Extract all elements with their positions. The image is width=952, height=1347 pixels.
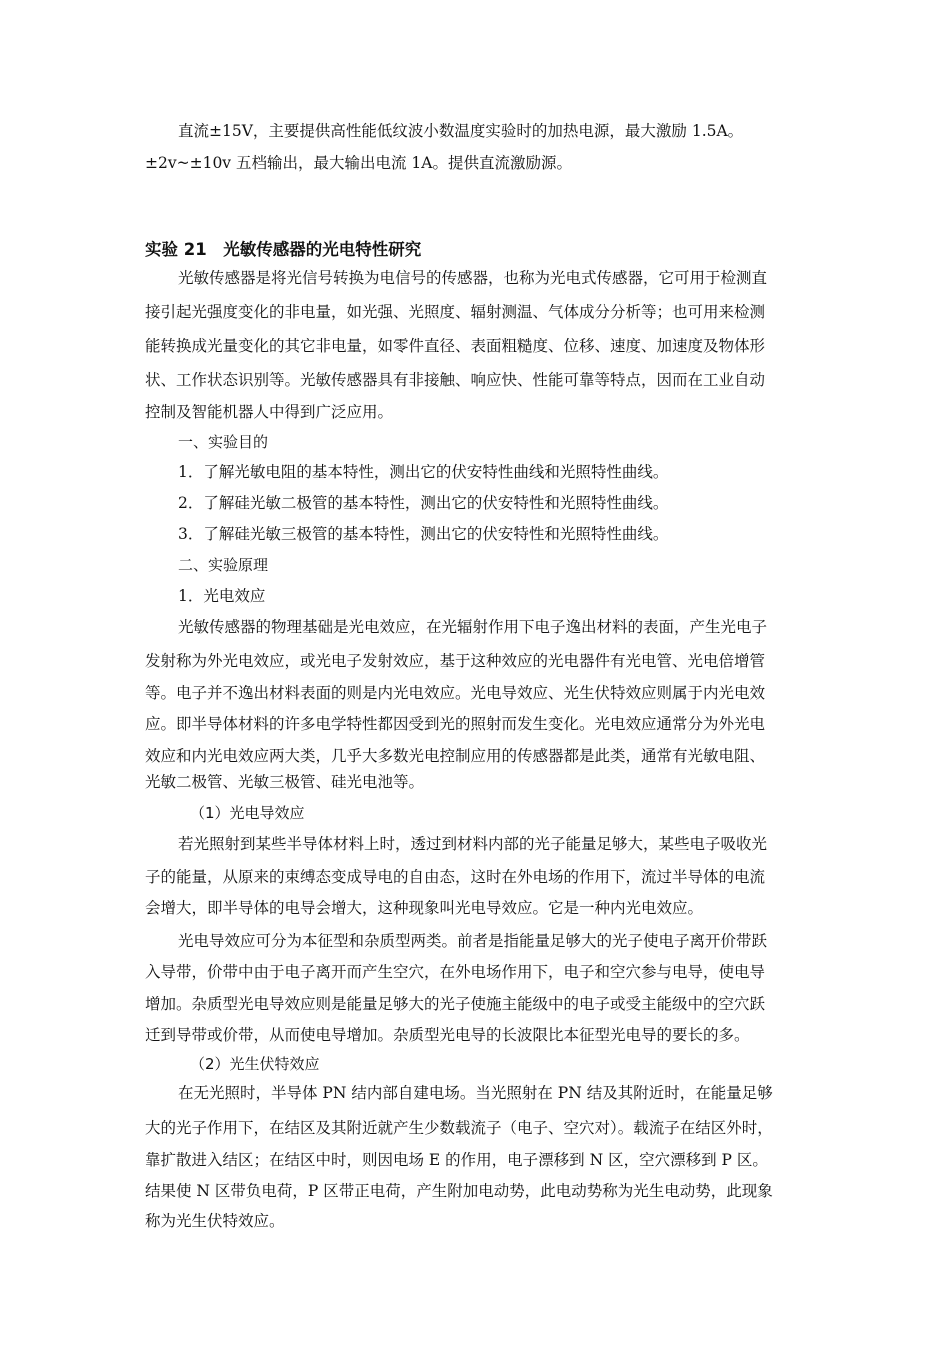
paragraph-line: 迁到导带或价带，从而使电导增加。杂质型光电导的长波限比本征型光电导的要长的多。	[145, 1026, 750, 1044]
intro-line: 控制及智能机器人中得到广泛应用。	[145, 403, 394, 421]
intro-line: 状、工作状态识别等。光敏传感器具有非接触、响应快、性能可靠等特点，因而在工业自动	[145, 371, 766, 389]
paragraph-line: 等。电子并不逸出材料表面的则是内光电效应。光电导效应、光生伏特效应则属于内光电效	[145, 684, 766, 702]
paragraph-line: 光敏二极管、光敏三极管、硅光电池等。	[145, 773, 425, 791]
paragraph-line: 大的光子作用下，在结区及其附近就产生少数载流子（电子、空穴对）。载流子在结区外时，	[145, 1119, 773, 1137]
paragraph-line: 应。即半导体材料的许多电学特性都因受到光的照射而发生变化。光电效应通常分为外光电	[145, 715, 766, 733]
intro-line: 接引起光强度变化的非电量，如光强、光照度、辐射测温、气体成分分析等；也可用来检测	[145, 303, 766, 321]
subsection-heading: （1）光电导效应	[190, 804, 305, 822]
purpose-item: 3．了解硅光敏三极管的基本特性，测出它的伏安特性和光照特性曲线。	[178, 525, 669, 543]
purpose-item: 2．了解硅光敏二极管的基本特性，测出它的伏安特性和光照特性曲线。	[178, 494, 669, 512]
experiment-title: 实验 21 光敏传感器的光电特性研究	[145, 240, 422, 259]
paragraph-line: 发射称为外光电效应，或光电子发射效应，基于这种效应的光电器件有光电管、光电倍增管	[145, 652, 766, 670]
paragraph-line: 光电导效应可分为本征型和杂质型两类。前者是指能量足够大的光子使电子离开价带跃	[178, 932, 768, 950]
paragraph-line: 会增大，即半导体的电导会增大，这种现象叫光电导效应。它是一种内光电效应。	[145, 899, 704, 917]
subsection-heading: （2）光生伏特效应	[190, 1055, 320, 1073]
section-heading-principle: 二、实验原理	[178, 556, 269, 574]
subsection-heading: 1．光电效应	[178, 587, 266, 605]
paragraph-line: 称为光生伏特效应。	[145, 1212, 285, 1230]
paragraph-line: 子的能量，从原来的束缚态变成导电的自由态，这时在外电场的作用下，流过半导体的电流	[145, 868, 766, 886]
purpose-item: 1．了解光敏电阻的基本特性，测出它的伏安特性曲线和光照特性曲线。	[178, 463, 669, 481]
paragraph-line: 效应和内光电效应两大类，几乎大多数光电控制应用的传感器都是此类，通常有光敏电阻、	[145, 747, 766, 765]
paragraph-line: 光敏传感器的物理基础是光电效应，在光辐射作用下电子逸出材料的表面，产生光电子	[178, 618, 768, 636]
paragraph-line: 结果使 N 区带负电荷，P 区带正电荷，产生附加电动势，此电动势称为光生电动势，此现象	[145, 1182, 773, 1200]
power-spec-line-1: 直流±15V，主要提供高性能低纹波小数温度实验时的加热电源，最大激励 1.5A。	[178, 122, 744, 140]
paragraph-line: 若光照射到某些半导体材料上时，透过到材料内部的光子能量足够大，某些电子吸收光	[178, 835, 768, 853]
section-heading-purpose: 一、实验目的	[178, 433, 269, 451]
paragraph-line: 靠扩散进入结区；在结区中时，则因电场 E 的作用，电子漂移到 N 区，空穴漂移到 P 区。	[145, 1151, 768, 1169]
intro-line: 能转换成光量变化的其它非电量，如零件直径、表面粗糙度、位移、速度、加速度及物体形	[145, 337, 766, 355]
paragraph-line: 在无光照时，半导体 PN 结内部自建电场。当光照射在 PN 结及其附近时，在能量足够	[178, 1084, 773, 1102]
paragraph-line: 入导带，价带中由于电子离开而产生空穴，在外电场作用下，电子和空穴参与电导，使电导	[145, 963, 766, 981]
power-spec-line-2: ±2v~±10v 五档输出，最大输出电流 1A。提供直流激励源。	[145, 154, 572, 172]
paragraph-line: 增加。杂质型光电导效应则是能量足够大的光子使施主能级中的电子或受主能级中的空穴跃	[145, 995, 766, 1013]
intro-line: 光敏传感器是将光信号转换为电信号的传感器，也称为光电式传感器，它可用于检测直	[178, 269, 768, 287]
